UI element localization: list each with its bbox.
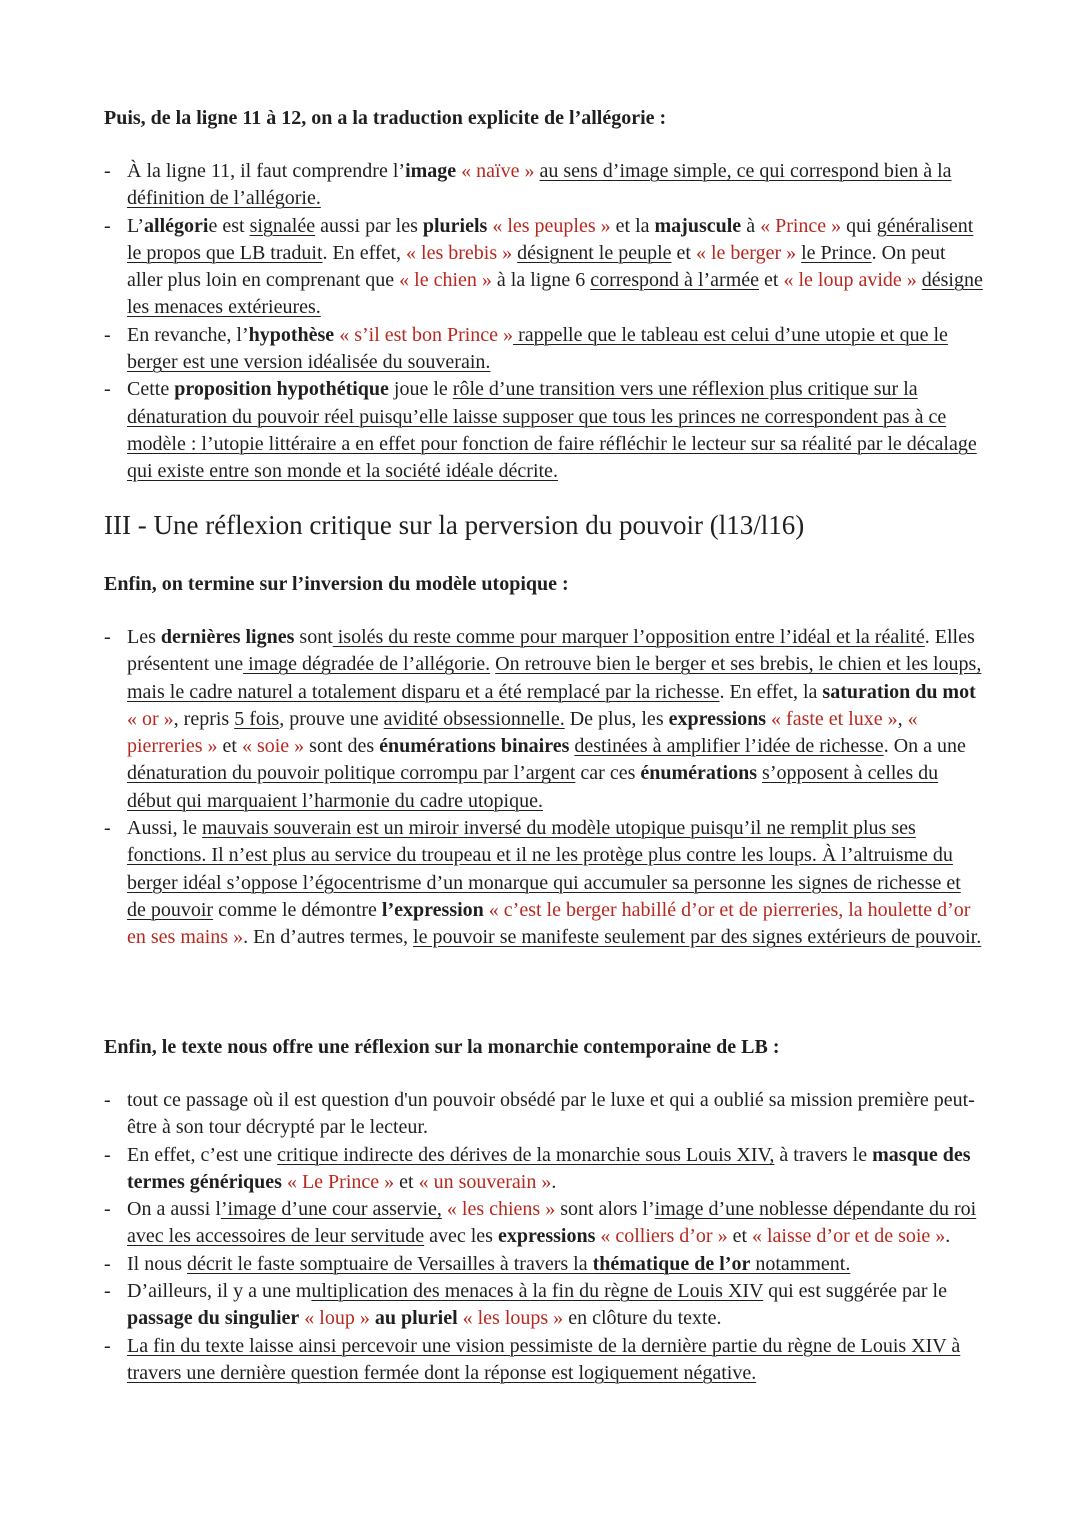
- emphasis-text: au pluriel: [374, 1307, 458, 1330]
- quotation: « or »: [127, 707, 174, 730]
- text-segment: . En effet, la: [719, 680, 823, 703]
- section-3-intro: Enfin, on termine sur l’inversion du modèle utopique :: [104, 573, 569, 595]
- text-segment: signalée: [249, 214, 316, 237]
- text-segment: généralisent le propos que LB traduit: [127, 214, 974, 264]
- text-segment: avec les: [424, 1225, 498, 1248]
- list-item: [104, 624, 984, 815]
- section-2-intro: Puis, de la ligne 11 à 12, on a la traduction explicite de l’allégorie :: [104, 107, 667, 129]
- text-segment: à: [741, 214, 761, 237]
- text-segment: rôle d’une transition vers une réflexion plus critique sur la dénaturation du pouvoir réel puisqu’elle laisse supposer que tous les princes ne correspondent pas à ce modèle : l’utopie littéraire a en effet pour fonction de faire réfléchir le lecteur sur sa réalité par le décalage qui existe entre son monde et la société idéale décrite.: [127, 378, 977, 483]
- list-item: [104, 1333, 984, 1388]
- emphasis-text: passage du singulier: [127, 1307, 300, 1330]
- quotation: « faste et luxe »: [771, 707, 898, 730]
- text-segment: 5 fois: [234, 707, 280, 730]
- text-segment: e est: [208, 214, 250, 237]
- text-segment: à la ligne 6: [491, 269, 591, 292]
- list-item: [104, 322, 984, 377]
- text-segment: mauvais souverain est un miroir inversé du modèle utopique puisqu’il ne remplit plus ses fonctions. Il n’est plus au service du troupeau et il ne les protège plus contre les loups. À l’altruisme du berger idéal s’oppose l’égocentrisme d’un monarque qui accumuler sa personne les signes de richesse et de pouvoir: [127, 817, 961, 921]
- quotation: « naïve »: [461, 160, 535, 182]
- list-item: [104, 158, 984, 213]
- text-segment: correspond à l’armée: [590, 269, 760, 292]
- quotation: « soie »: [241, 735, 305, 758]
- text-segment: désigne les menaces extérieures.: [127, 269, 983, 319]
- text-segment: Aussi, le: [127, 817, 202, 840]
- text-segment: D’ailleurs, il y a une m: [127, 1280, 312, 1303]
- text-segment: , repris: [173, 707, 235, 730]
- text-segment: sont alors l’: [555, 1198, 655, 1221]
- section-3-second-intro: Enfin, le texte nous offre une réflexion sur la monarchie contemporaine de LB :: [104, 1036, 780, 1058]
- quotation: « laisse d’or et de soie »: [752, 1225, 946, 1248]
- emphasis-text: dernières lignes: [160, 626, 295, 648]
- text-segment: désignent le peuple: [517, 241, 672, 264]
- text-segment: rappelle que le tableau est celui d’une utopie et que le berger est une version idéalisée du souverain.: [127, 323, 948, 374]
- quotation: « pierreries »: [127, 707, 918, 758]
- quotation: « les brebis »: [406, 241, 513, 264]
- text-segment: s’opposent à celles du début qui marquaient l’harmonie du cadre utopique.: [127, 762, 939, 812]
- text-segment: et: [759, 269, 784, 292]
- text-segment: . Elles présentent une: [127, 626, 975, 676]
- text-segment: joue le: [388, 378, 453, 401]
- text-segment: et: [217, 735, 242, 758]
- text-segment: et la: [610, 214, 655, 237]
- text-segment: sont: [294, 626, 333, 648]
- text-segment: qui: [841, 214, 877, 237]
- text-segment: en clôture du texte.: [563, 1307, 722, 1330]
- text-segment: notamment.: [750, 1252, 851, 1275]
- text-segment: à travers le: [774, 1143, 873, 1166]
- quotation: « le berger »: [695, 241, 797, 264]
- emphasis-text: proposition hypothétique: [174, 378, 389, 401]
- list-item: [104, 1087, 984, 1142]
- text-segment: . On a une: [883, 735, 966, 758]
- emphasis-text: majuscule: [654, 214, 742, 237]
- text-segment: décrit le faste somptuaire de Versailles à travers la: [187, 1252, 593, 1275]
- emphasis-text: saturation du mot: [822, 680, 976, 703]
- text-segment: au sens d’image simple, ce qui correspond bien à la définition de l’allégorie.: [127, 160, 952, 210]
- text-segment: .: [551, 1170, 557, 1193]
- text-segment: et: [727, 1225, 752, 1248]
- quotation: « Le Prince »: [286, 1170, 395, 1193]
- text-segment: le pouvoir se manifeste seulement par des signes extérieurs de pouvoir.: [413, 926, 982, 949]
- text-segment: et: [671, 241, 696, 264]
- emphasis-text: image: [405, 160, 457, 182]
- emphasis-text: allégori: [144, 214, 209, 237]
- text-segment: . En d’autres termes,: [243, 926, 414, 949]
- text-segment: le Prince: [801, 241, 872, 264]
- emphasis-text: l’expression: [381, 898, 484, 921]
- text-segment: isolés du reste comme pour marquer l’opposition entre l’idéal et la réalité: [332, 626, 925, 648]
- text-segment: En effet, c’est une: [127, 1143, 278, 1166]
- emphasis-text: énumérations binaires: [379, 735, 570, 758]
- text-segment: ,: [897, 707, 908, 730]
- emphasis-text: expressions: [668, 707, 767, 730]
- list-item: [104, 1196, 984, 1251]
- quotation: « Prince »: [760, 214, 842, 237]
- text-segment: image d’une noblesse dépendante du roi avec les accessoires de leur servitude: [127, 1198, 977, 1248]
- text-segment: destinées à amplifier l’idée de richesse: [574, 735, 884, 758]
- list-item: [104, 1251, 984, 1278]
- monarchy-bullet-list: [104, 1087, 984, 1387]
- quotation: « les loups »: [462, 1307, 564, 1330]
- text-segment: avidité obsessionnelle.: [383, 707, 565, 730]
- quotation: « le chien »: [399, 269, 492, 292]
- quotation: « loup »: [304, 1307, 370, 1330]
- allegory-bullet-list: [104, 158, 984, 486]
- text-segment: et: [394, 1170, 419, 1193]
- text-segment: L’: [127, 214, 145, 237]
- section-3-heading: III - Une réflexion critique sur la perversion du pouvoir (l13/l16): [104, 510, 805, 540]
- text-segment: Les: [127, 626, 161, 648]
- list-item: [104, 815, 984, 951]
- quotation: « les chiens »: [446, 1198, 556, 1221]
- text-segment: Il nous: [127, 1252, 187, 1275]
- emphasis-text: masque des termes génériques: [127, 1143, 971, 1193]
- text-segment: .: [945, 1225, 951, 1248]
- text-segment: tout ce passage où il est question d'un pouvoir obsédé par le luxe et qui a oublié sa mission première peut-être à son tour décrypté par le lecteur.: [127, 1089, 975, 1139]
- list-item: [104, 213, 984, 322]
- text-segment: On retrouve bien le berger et ses brebis, le chien et les loups, mais le cadre naturel a totalement disparu et a été remplacé par la richesse: [127, 653, 982, 703]
- text-segment: dénaturation du pouvoir politique corrompu par l’argent: [127, 762, 576, 785]
- text-segment: critique indirecte des dérives de la monarchie sous Louis XIV,: [277, 1143, 775, 1166]
- quotation: « le loup avide »: [783, 269, 917, 292]
- emphasis-text: thématique de l’or: [592, 1252, 751, 1275]
- text-segment: aussi par les: [315, 214, 423, 237]
- list-item: [104, 1142, 984, 1197]
- quotation: « les peuples »: [492, 214, 611, 237]
- emphasis-text: énumérations: [640, 762, 758, 785]
- text-segment: sont des: [304, 735, 380, 758]
- list-item: [104, 1278, 984, 1333]
- text-segment: qui est suggérée par le: [763, 1280, 947, 1303]
- text-segment: En revanche, l’: [127, 323, 249, 346]
- text-segment: comme le démontre: [213, 898, 382, 921]
- quotation: « un souverain »: [418, 1170, 552, 1193]
- text-segment: On a aussi l: [127, 1198, 221, 1221]
- text-segment: ultiplication des menaces à la fin du règne de Louis XIV: [311, 1280, 764, 1303]
- text-segment: . On peut aller plus loin en comprenant que: [127, 241, 946, 292]
- text-segment: La fin du texte laisse ainsi percevoir une vision pessimiste de la dernière partie du règne de Louis XIV à travers une dernière question fermée dont la réponse est logiquement négative.: [127, 1334, 961, 1384]
- list-item: [104, 376, 984, 485]
- text-segment: . En effet,: [322, 241, 407, 264]
- quotation: « c’est le berger habillé d’or et de pierreries, la houlette d’or en ses mains »: [127, 898, 971, 949]
- text-segment: image dégradée de l’allégorie.: [243, 653, 491, 676]
- text-segment: À la ligne 11, il faut comprendre l’: [127, 160, 406, 182]
- quotation: « s’il est bon Prince »: [339, 323, 514, 346]
- emphasis-text: expressions: [497, 1225, 596, 1248]
- utopia-inversion-bullet-list: [104, 624, 984, 952]
- text-segment: Cette: [127, 378, 175, 401]
- text-segment: ’image d’une cour asservie,: [220, 1198, 442, 1221]
- text-segment: , prouve une: [279, 707, 384, 730]
- text-segment: car ces: [575, 762, 641, 785]
- quotation: « colliers d’or »: [600, 1225, 728, 1248]
- text-segment: De plus, les: [564, 707, 669, 730]
- emphasis-text: pluriels: [422, 214, 488, 237]
- emphasis-text: hypothèse: [248, 323, 335, 346]
